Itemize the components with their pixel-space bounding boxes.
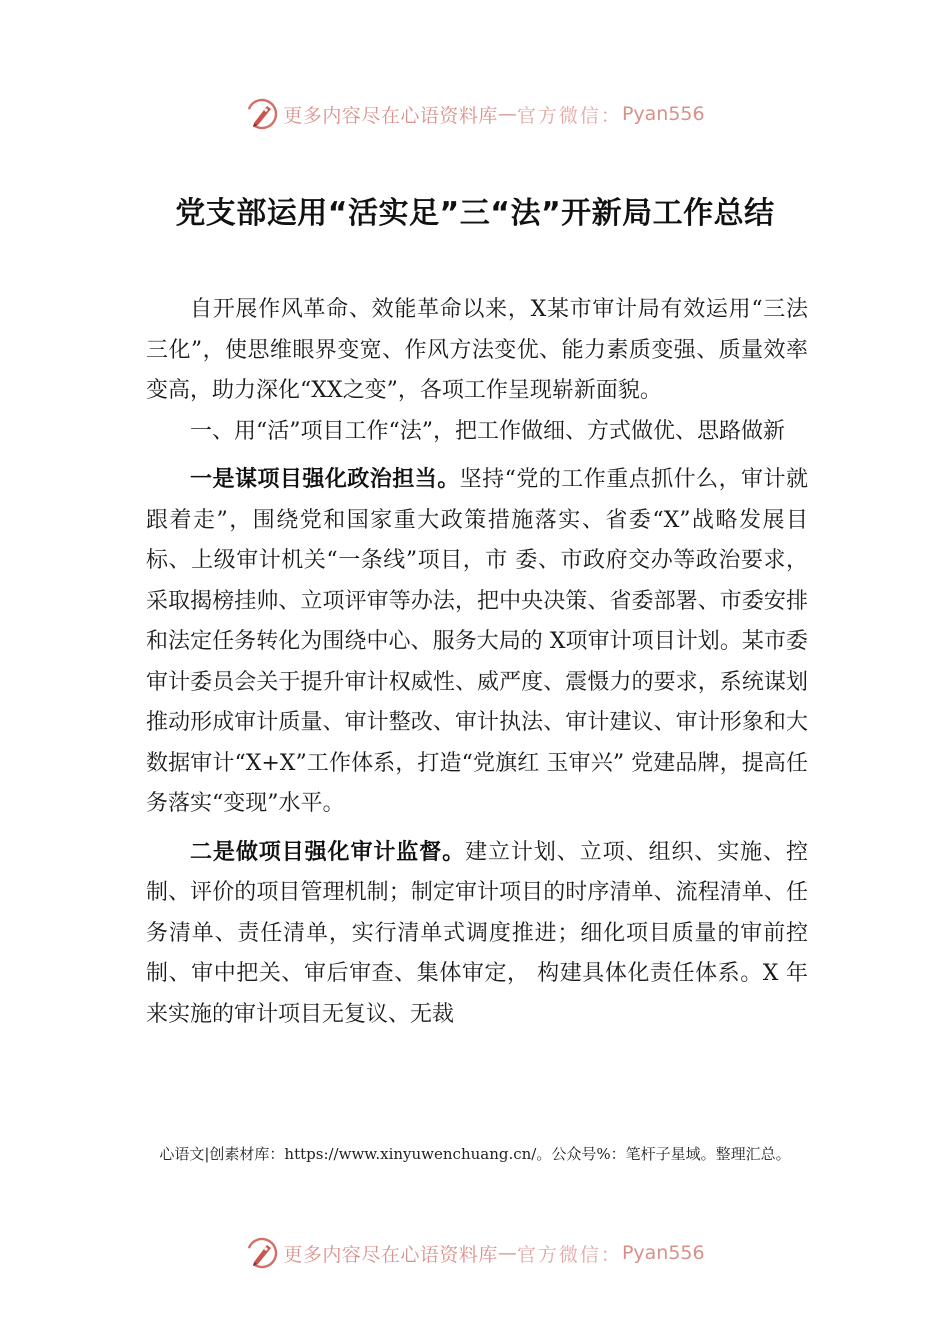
banner-weixin-id: Pyan556 (621, 1242, 705, 1264)
banner-separator: — (497, 103, 517, 125)
paragraph-text: 自开展作风革命、效能革命以来，X某市审计局有效运用“三法三化”，使思维眼界变宽、作风方法变优、能力素质变强、质量效率变高，助力深化“XX之变”，各项工作呈现崭新面貌。 (146, 297, 808, 403)
document-title: 党支部运用“活实足”三“法”开新局工作总结 (175, 196, 775, 231)
pen-logo-icon (245, 97, 279, 131)
banner-weixin-label: 官方微信： (516, 104, 622, 127)
banner-text: 更多内容尽在心语资料库 (283, 104, 498, 127)
paragraph-lead: 一是谋项目强化政治担当。 (190, 467, 460, 492)
banner-weixin-id: Pyan556 (621, 103, 705, 125)
paragraph-lead: 二是做项目强化审计监督。 (190, 839, 466, 865)
banner-weixin-label: 官方微信： (516, 1243, 622, 1266)
body-paragraph (146, 290, 808, 412)
pen-logo-icon (245, 1236, 279, 1270)
body-paragraph (146, 833, 808, 1036)
paragraph-text: 坚持“党的工作重点抓什么，审计就跟着走”，围绕党和国家重大政策措施落实、省委“X”战略发展目标、上级审计机关“一条线”项目，市 委、市政府交办等政治要求，采取揭榜挂帅、立项评审等办法，把中央决策、省委部署、市委安排和法定任务转化为围绕中心、服务大局的 X项审计项目计划。某市委审计委员会关于提升审计权威性、威严度、震慑力的要求，系统谋划 推动形成审计质量、审计整改、审计执法、审计建议、审计形象和大数据审计“X+X”工作体系，打造“党旗红 玉审兴” 党建品牌，提高任务落实“变现”水平。 (146, 467, 808, 816)
header-banner (0, 94, 950, 134)
banner-separator: — (497, 1242, 517, 1264)
paragraph-text: 建立计划、立项、组织、实施、控制、评价的项目管理机制；制定审计项目的时序清单、流程清单、任务清单、责任清单，实行清单式调度推进；细化项目质量的审前控制、审中把关、审后审查、集体审定， 构建具体化责任体系。X 年来实施的审计项目无复议、无裁 (146, 839, 808, 1027)
section-heading-text: 一、用“活”项目工作“法”，把工作做细、方式做优、思路做新 (190, 418, 785, 444)
section-heading (146, 412, 808, 453)
body-paragraph (146, 460, 808, 825)
banner-text: 更多内容尽在心语资料库 (283, 1243, 498, 1266)
document-body (146, 290, 808, 1035)
footer-note: 心语文|创素材库：https://www.xinyuwenchuang.cn/。公众号%：笔杆子星域。整理汇总。 (159, 1145, 791, 1163)
footer-banner (0, 1233, 950, 1273)
